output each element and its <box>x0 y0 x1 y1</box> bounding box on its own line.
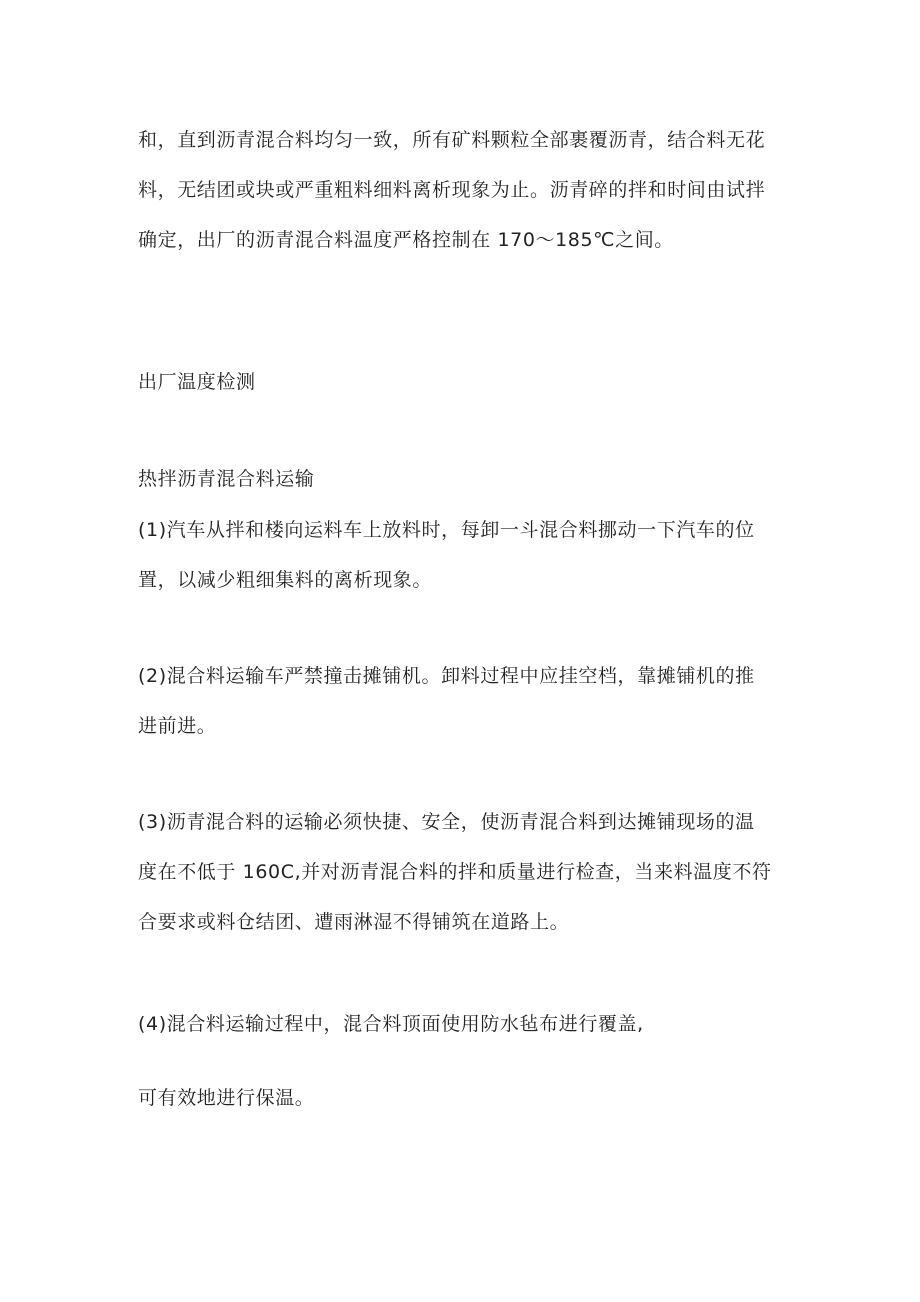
paragraph-line: 和，直到沥青混合料均匀一致，所有矿料颗粒全部裹覆沥青，结合料无花 <box>138 129 766 151</box>
section-heading: 出厂温度检测 <box>138 371 256 393</box>
paragraph-line: 料，无结团或块或严重粗料细料离析现象为止。沥青碎的拌和时间由试拌 <box>138 179 766 201</box>
paragraph-line: 确定，出厂的沥青混合料温度严格控制在 170～185℃之间。 <box>138 229 674 251</box>
list-item-line: (4)混合料运输过程中，混合料顶面使用防水毡布进行覆盖, <box>138 1013 644 1035</box>
list-item-line: (3)沥青混合料的运输必须快捷、安全，使沥青混合料到达摊铺现场的温 <box>138 811 755 833</box>
list-item-line: (1)汽车从拌和楼向运料车上放料时，每卸一斗混合料挪动一下汽车的位 <box>138 519 755 541</box>
list-item-line: 度在不低于 160C,并对沥青混合料的拌和质量进行检查，当来料温度不符 <box>138 861 772 883</box>
list-item-line: (2)混合料运输车严禁撞击摊铺机。卸料过程中应挂空档，靠摊铺机的推 <box>138 665 755 687</box>
list-item-line: 合要求或料仓结团、遭雨淋湿不得铺筑在道路上。 <box>138 911 570 933</box>
list-item-line: 进前进。 <box>138 715 217 737</box>
list-item-line: 可有效地进行保温。 <box>138 1087 315 1109</box>
list-item-line: 置，以减少粗细集料的离析现象。 <box>138 569 433 591</box>
section-heading: 热拌沥青混合料运输 <box>138 468 315 490</box>
